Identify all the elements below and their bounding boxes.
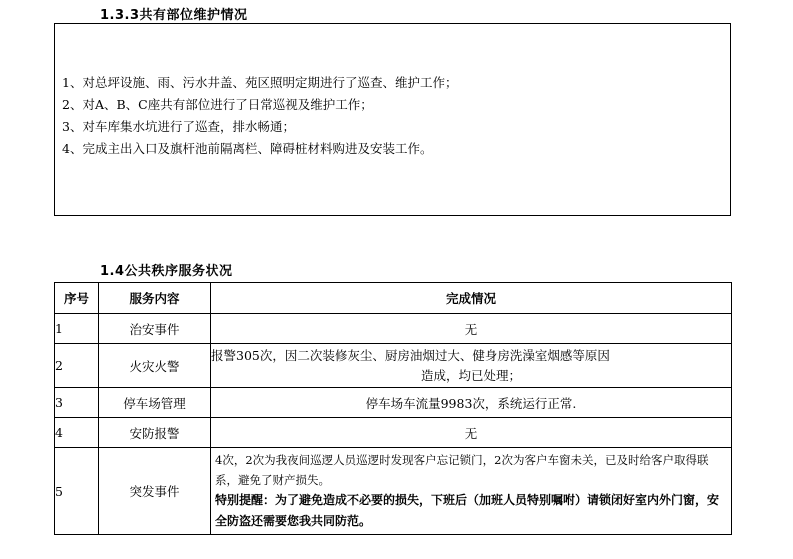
table-row xyxy=(55,314,732,344)
table-row xyxy=(55,344,732,388)
row-result xyxy=(211,448,732,535)
header-no: 序号 xyxy=(55,283,99,314)
header-content: 服务内容 xyxy=(99,283,211,314)
row-no: 1 xyxy=(55,314,99,344)
table-row xyxy=(55,388,732,418)
maintenance-item: 2、对A、B、C座共有部位进行了日常巡视及维护工作； xyxy=(62,97,373,112)
maintenance-list xyxy=(62,72,457,160)
row-content: 停车场管理 xyxy=(99,388,211,418)
row-result: 停车场车流量9983次，系统运行正常. xyxy=(211,388,732,418)
maintenance-item: 1、对总坪设施、雨、污水井盖、苑区照明定期进行了巡查、维护工作； xyxy=(62,75,458,90)
table-row xyxy=(55,418,732,448)
row-no: 2 xyxy=(55,344,99,388)
row-result-line: 报警305次，因二次装修灰尘、厨房油烟过大、健身房洗澡室烟感等原因 xyxy=(211,347,610,363)
row-result: 无 xyxy=(211,314,732,344)
row-result xyxy=(211,344,732,388)
section-title-public-order: 1.4公共秩序服务状况 xyxy=(100,264,233,279)
row-content: 突发事件 xyxy=(99,448,211,535)
row-content: 安防报警 xyxy=(99,418,211,448)
maintenance-item: 4、完成主出入口及旗杆池前隔离栏、障碍桩材料购进及安装工作。 xyxy=(62,141,433,156)
row-no: 4 xyxy=(55,418,99,448)
row-result: 无 xyxy=(211,418,732,448)
header-result: 完成情况 xyxy=(211,283,732,314)
table-header-row xyxy=(55,283,732,314)
incident-detail: 4次，2次为我夜间巡逻人员巡逻时发现客户忘记锁门，2次为客户车窗未关，已及时给客户取得联系，避免了财产损失。 xyxy=(215,453,709,487)
row-result-line: 造成，均已处理； xyxy=(420,367,521,383)
special-reminder: 特别提醒：为了避免造成不必要的损失，下班后（加班人员特别嘱咐）请锁闭好室内外门窗，安全防盗还需要您我共同防范。 xyxy=(215,493,720,528)
row-no: 3 xyxy=(55,388,99,418)
row-content: 治安事件 xyxy=(99,314,211,344)
section-title-common-area: 1.3.3共有部位维护情况 xyxy=(100,8,248,23)
maintenance-box xyxy=(54,23,731,216)
row-content: 火灾火警 xyxy=(99,344,211,388)
table-row xyxy=(55,448,732,535)
row-no: 5 xyxy=(55,448,99,535)
maintenance-item: 3、对车库集水坑进行了巡查，排水畅通； xyxy=(62,119,295,134)
service-table xyxy=(54,282,732,535)
